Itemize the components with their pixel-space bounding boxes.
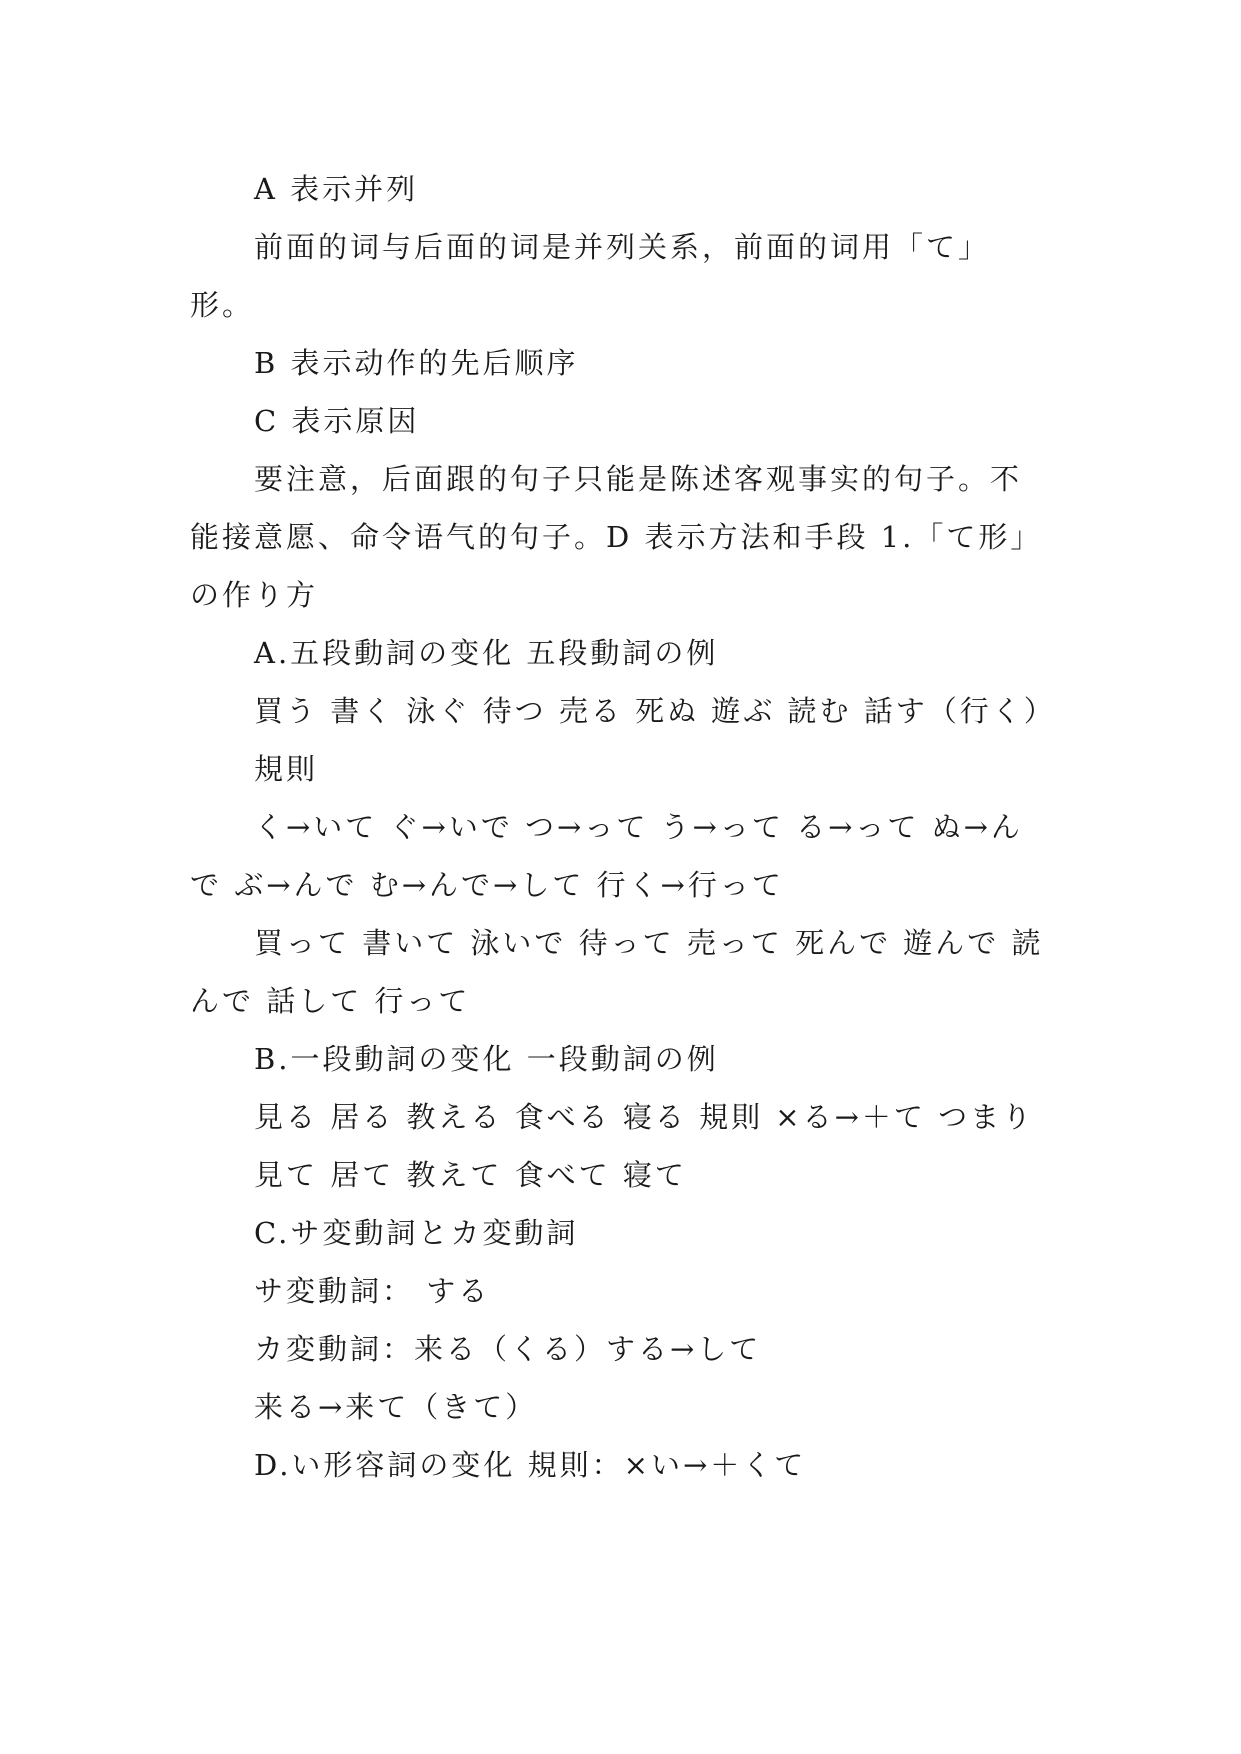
paragraph-ichidan-examples: 見る 居る 教える 食べる 寝る 規則 ×る→＋て つまり xyxy=(254,1100,1035,1134)
paragraph-reason-note: 要注意，后面跟的句子只能是陈述客观事实的句子。不能接意愿、命令语气的句子。D 表示方法和手段 1.「て形」の作り方 xyxy=(190,462,1043,612)
paragraph-ka-verb: カ変動詞：来る（くる）する→して xyxy=(254,1332,762,1366)
paragraph-ichidan-te-forms: 見て 居て 教えて 食べて 寝て xyxy=(254,1158,687,1192)
paragraph-godan-heading: A.五段動詞の变化 五段動詞の例 xyxy=(254,636,719,670)
document-body xyxy=(190,160,1056,1494)
paragraph-parallel-explanation: 前面的词与后面的词是并列关系，前面的词用「て」形。 xyxy=(190,230,991,322)
paragraph-kuru-te-form: 来る→来て（きて） xyxy=(254,1390,538,1424)
paragraph-godan-examples: 買う 書く 泳ぐ 待つ 売る 死ぬ 遊ぶ 読む 話す（行く） xyxy=(254,694,1056,728)
paragraph-rules-label: 規則 xyxy=(254,752,319,786)
paragraph-b-sequence: B 表示动作的先后顺序 xyxy=(254,346,579,380)
paragraph-c-reason: C 表示原因 xyxy=(254,404,420,438)
paragraph-i-adjective: D.い形容詞の变化 規則：×い→＋くて xyxy=(254,1448,807,1482)
paragraph-ichidan-heading: B.一段動詞の变化 一段動詞の例 xyxy=(254,1042,719,1076)
paragraph-sa-verb: サ変動詞： する xyxy=(254,1274,491,1308)
paragraph-godan-te-forms: 買って 書いて 泳いで 待って 売って 死んで 遊んで 読んで 話して 行って xyxy=(190,926,1044,1018)
paragraph-irregular-heading: C.サ変動詞とカ変動詞 xyxy=(254,1216,579,1250)
paragraph-godan-rules: く→いて ぐ→いで つ→って う→って る→って ぬ→んで ぶ→んで む→んで→して 行く→行って xyxy=(190,810,1023,902)
paragraph-a-parallel: A 表示并列 xyxy=(254,172,419,206)
